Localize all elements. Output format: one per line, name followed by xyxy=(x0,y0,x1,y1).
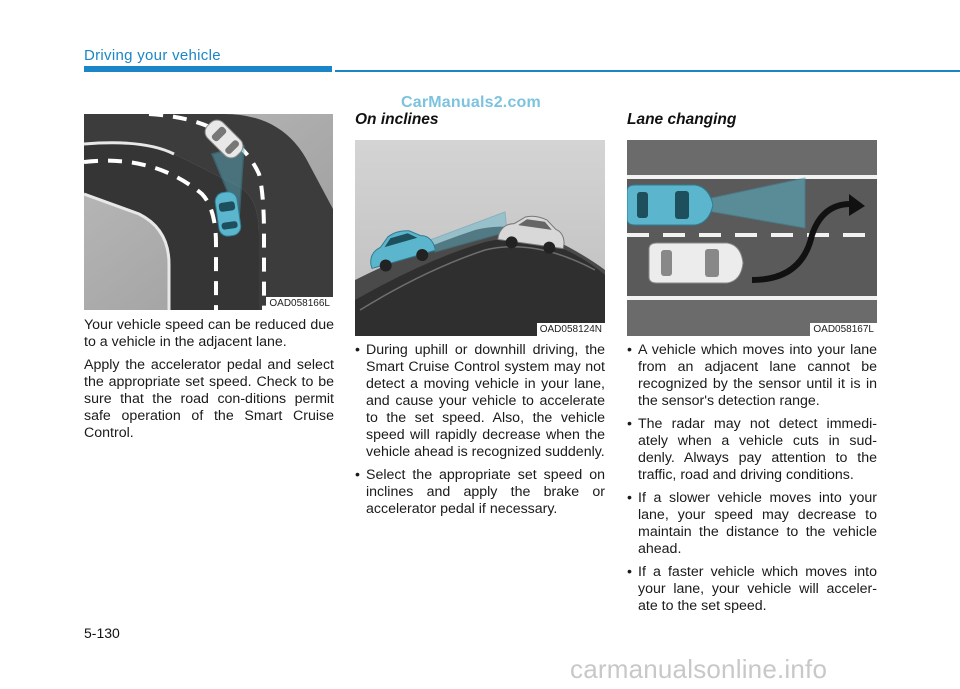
header-accent-bar xyxy=(84,66,332,72)
figure-code: OAD058124N xyxy=(537,323,605,336)
figure-code: OAD058166L xyxy=(266,297,333,310)
watermark-text: CarManuals2.com xyxy=(401,94,541,111)
middle-column-text xyxy=(355,342,605,524)
list-item: • If a slower vehicle moves into your lane, your speed may decrease to maintain the distance to the vehicle ahead. xyxy=(627,490,877,558)
list-item: • A vehicle which moves into your lane from an adjacent lane cannot be recognized by the sensor until it is in the sensor's detection range. xyxy=(627,342,877,410)
heading-lane-changing: Lane changing xyxy=(627,111,737,128)
list-item: • During uphill or downhill driving, the Smart Cruise Control system may not detect a moving vehicle in your lane, and cause your vehicle to accelerate to the set speed. Also, the vehicle speed will rapidly decrease when the vehicle ahead is recognized suddenly. xyxy=(355,342,605,461)
lane-change-illustration xyxy=(627,140,877,336)
figure-incline xyxy=(355,140,605,336)
paragraph: Apply the accelerator pedal and select the appropriate set speed. Check to be sure that the road con-ditions permit safe operation of the Smart Cruise Control. xyxy=(84,357,334,441)
list-item: • If a faster vehicle which moves into your lane, your vehicle will acceler-ate to the set speed. xyxy=(627,564,877,615)
section-title: Driving your vehicle xyxy=(84,47,221,64)
list-item: • The radar may not detect immedi-ately when a vehicle cuts in sud-denly. Always pay attention to the traffic, road and driving conditions. xyxy=(627,416,877,484)
figure-curve-road xyxy=(84,114,333,310)
incline-illustration xyxy=(355,140,605,336)
paragraph: Your vehicle speed can be reduced due to a vehicle in the adjacent lane. xyxy=(84,317,334,350)
right-column-text xyxy=(627,342,877,621)
page-number: 5-130 xyxy=(84,625,120,641)
footer-site-watermark: carmanualsonline.info xyxy=(570,654,828,684)
figure-lane-change xyxy=(627,140,877,336)
heading-on-inclines: On inclines xyxy=(355,111,439,128)
curve-road-illustration xyxy=(84,114,333,310)
header-rule xyxy=(335,70,960,72)
list-item: • Select the appropriate set speed on inclines and apply the brake or accelerator pedal if necessary. xyxy=(355,467,605,518)
left-column-text xyxy=(84,317,334,448)
figure-code: OAD058167L xyxy=(810,323,877,336)
